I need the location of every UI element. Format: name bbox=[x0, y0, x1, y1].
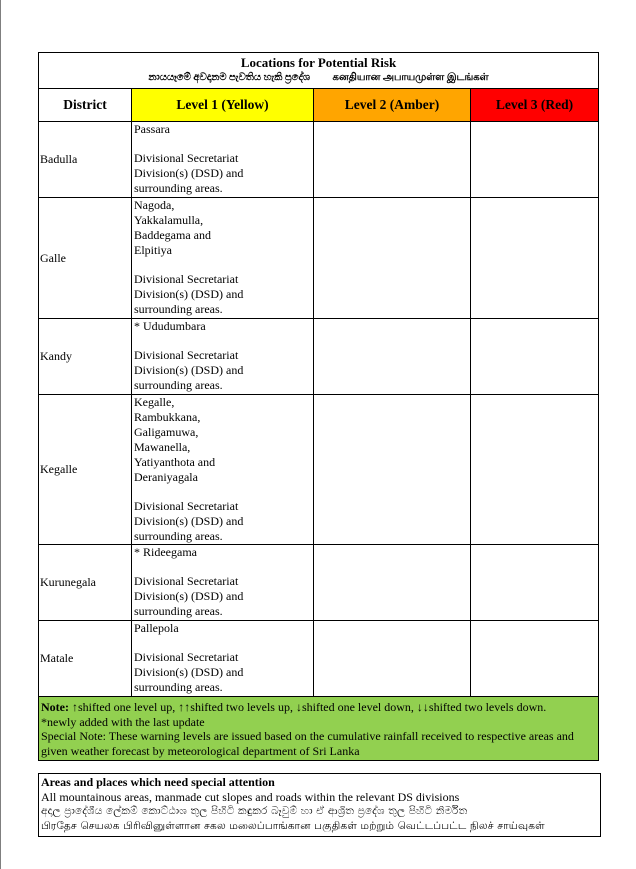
place-name: Yatiyanthota and bbox=[134, 455, 216, 469]
level1-areas bbox=[132, 122, 314, 198]
page-subtitle bbox=[39, 71, 598, 85]
title-row bbox=[39, 53, 599, 89]
note-label: Note: bbox=[41, 700, 69, 714]
note-arrows: ↑shifted one level up, ↑↑shifted two levels up, ↓shifted one level down, ↓↓shifted two levels down. bbox=[68, 700, 547, 714]
dsd-suffix-line: Division(s) (DSD) and bbox=[134, 665, 244, 679]
place-name: Kegalle, bbox=[134, 395, 175, 409]
place-name: Baddegama and bbox=[134, 228, 211, 242]
level3-areas bbox=[471, 395, 599, 545]
level2-areas bbox=[314, 545, 471, 621]
district-name: Kurunegala bbox=[39, 545, 132, 621]
column-header-level2: Level 2 (Amber) bbox=[314, 89, 471, 122]
dsd-suffix-line: Division(s) (DSD) and bbox=[134, 166, 244, 180]
level3-areas bbox=[471, 545, 599, 621]
place-name: Passara bbox=[134, 122, 170, 136]
dsd-suffix-line: Division(s) (DSD) and bbox=[134, 589, 244, 603]
dsd-suffix-line: Divisional Secretariat bbox=[134, 650, 239, 664]
place-name: * Ududumbara bbox=[134, 319, 206, 333]
level3-areas bbox=[471, 621, 599, 697]
spacer bbox=[134, 334, 311, 348]
dsd-suffix-line: Division(s) (DSD) and bbox=[134, 363, 244, 377]
note-arrows-line bbox=[41, 700, 596, 715]
page-title: Locations for Potential Risk bbox=[240, 55, 397, 70]
table-row bbox=[39, 319, 599, 395]
dsd-suffix-line: surrounding areas. bbox=[134, 378, 223, 392]
level1-areas bbox=[132, 545, 314, 621]
district-name: Matale bbox=[39, 621, 132, 697]
spacer bbox=[134, 560, 311, 574]
district-name: Galle bbox=[39, 198, 132, 319]
level1-areas bbox=[132, 198, 314, 319]
district-name: Badulla bbox=[39, 122, 132, 198]
dsd-suffix-line: Divisional Secretariat bbox=[134, 574, 239, 588]
dsd-suffix-line: surrounding areas. bbox=[134, 529, 223, 543]
table-row bbox=[39, 395, 599, 545]
dsd-suffix-line: surrounding areas. bbox=[134, 302, 223, 316]
risk-sheet bbox=[38, 52, 598, 761]
spacer bbox=[134, 137, 311, 151]
attention-title: Areas and places which need special attention bbox=[41, 775, 275, 789]
place-name: * Rideegama bbox=[134, 545, 197, 559]
place-name: Galigamuwa, bbox=[134, 425, 199, 439]
dsd-suffix-line: Division(s) (DSD) and bbox=[134, 514, 244, 528]
header-row bbox=[39, 89, 599, 122]
table-row bbox=[39, 198, 599, 319]
subtitle-tamil: கனதியான அபாயமுள்ள இடங்கள் bbox=[332, 72, 489, 83]
level2-areas bbox=[314, 122, 471, 198]
level1-areas bbox=[132, 395, 314, 545]
subtitle-sinhala: නායයෑමේ අවදානම පැවතිය හැකි ප්‍රදේශ bbox=[148, 72, 311, 83]
place-name: Elpitiya bbox=[134, 243, 172, 257]
table-row bbox=[39, 122, 599, 198]
dsd-suffix-line: surrounding areas. bbox=[134, 604, 223, 618]
title-cell bbox=[39, 53, 599, 89]
place-name: Deraniyagala bbox=[134, 470, 198, 484]
level3-areas bbox=[471, 122, 599, 198]
spacer bbox=[134, 636, 311, 650]
note-special: Special Note: These warning levels are issued based on the cumulative rainfall received to respective areas and given weather forecast by meteorological department of Sri Lanka bbox=[41, 729, 574, 758]
level2-areas bbox=[314, 395, 471, 545]
column-header-district: District bbox=[39, 89, 132, 122]
district-rows bbox=[39, 122, 599, 697]
note-row bbox=[39, 697, 599, 761]
page-left-border bbox=[0, 0, 1, 869]
place-name: Nagoda, bbox=[134, 198, 175, 212]
level1-areas bbox=[132, 319, 314, 395]
dsd-suffix-line: Division(s) (DSD) and bbox=[134, 287, 244, 301]
spacer bbox=[134, 258, 311, 272]
district-name: Kegalle bbox=[39, 395, 132, 545]
dsd-suffix-line: surrounding areas. bbox=[134, 181, 223, 195]
level1-areas bbox=[132, 621, 314, 697]
table-row bbox=[39, 545, 599, 621]
place-name: Pallepola bbox=[134, 621, 179, 635]
note-newly-added: *newly added with the last update bbox=[41, 714, 205, 729]
note-cell bbox=[39, 697, 599, 761]
risk-table bbox=[38, 52, 599, 761]
table-row bbox=[39, 621, 599, 697]
special-attention-box bbox=[38, 773, 601, 837]
level2-areas bbox=[314, 198, 471, 319]
dsd-suffix-line: Divisional Secretariat bbox=[134, 348, 239, 362]
attention-english: All mountainous areas, manmade cut slopes and roads within the relevant DS divisions bbox=[41, 789, 460, 804]
level3-areas bbox=[471, 319, 599, 395]
level3-areas bbox=[471, 198, 599, 319]
dsd-suffix-line: surrounding areas. bbox=[134, 680, 223, 694]
district-name: Kandy bbox=[39, 319, 132, 395]
dsd-suffix-line: Divisional Secretariat bbox=[134, 151, 239, 165]
attention-tamil: பிரதேச செயலக பிரிவினுள்ளான சகல மலைப்பாங்கான பகுதிகள் மற்றும் வெட்டப்பட்ட நிலச் சாய்வுகள் bbox=[41, 819, 545, 832]
level2-areas bbox=[314, 319, 471, 395]
column-header-level3: Level 3 (Red) bbox=[471, 89, 599, 122]
level2-areas bbox=[314, 621, 471, 697]
column-header-level1: Level 1 (Yellow) bbox=[132, 89, 314, 122]
attention-sinhala: අදාල ප්‍රාදේශීය ලේකම් කොට්ඨාශ තුල පිහිටි කඳුකර බෑවුම් හා ඒ ආශ්‍රිත ප්‍රදේශ තුල පිහිටි නිර්මිත bbox=[41, 805, 468, 817]
dsd-suffix-line: Divisional Secretariat bbox=[134, 499, 239, 513]
dsd-suffix-line: Divisional Secretariat bbox=[134, 272, 239, 286]
place-name: Rambukkana, bbox=[134, 410, 201, 424]
spacer bbox=[134, 485, 311, 499]
place-name: Mawanella, bbox=[134, 440, 191, 454]
place-name: Yakkalamulla, bbox=[134, 213, 204, 227]
